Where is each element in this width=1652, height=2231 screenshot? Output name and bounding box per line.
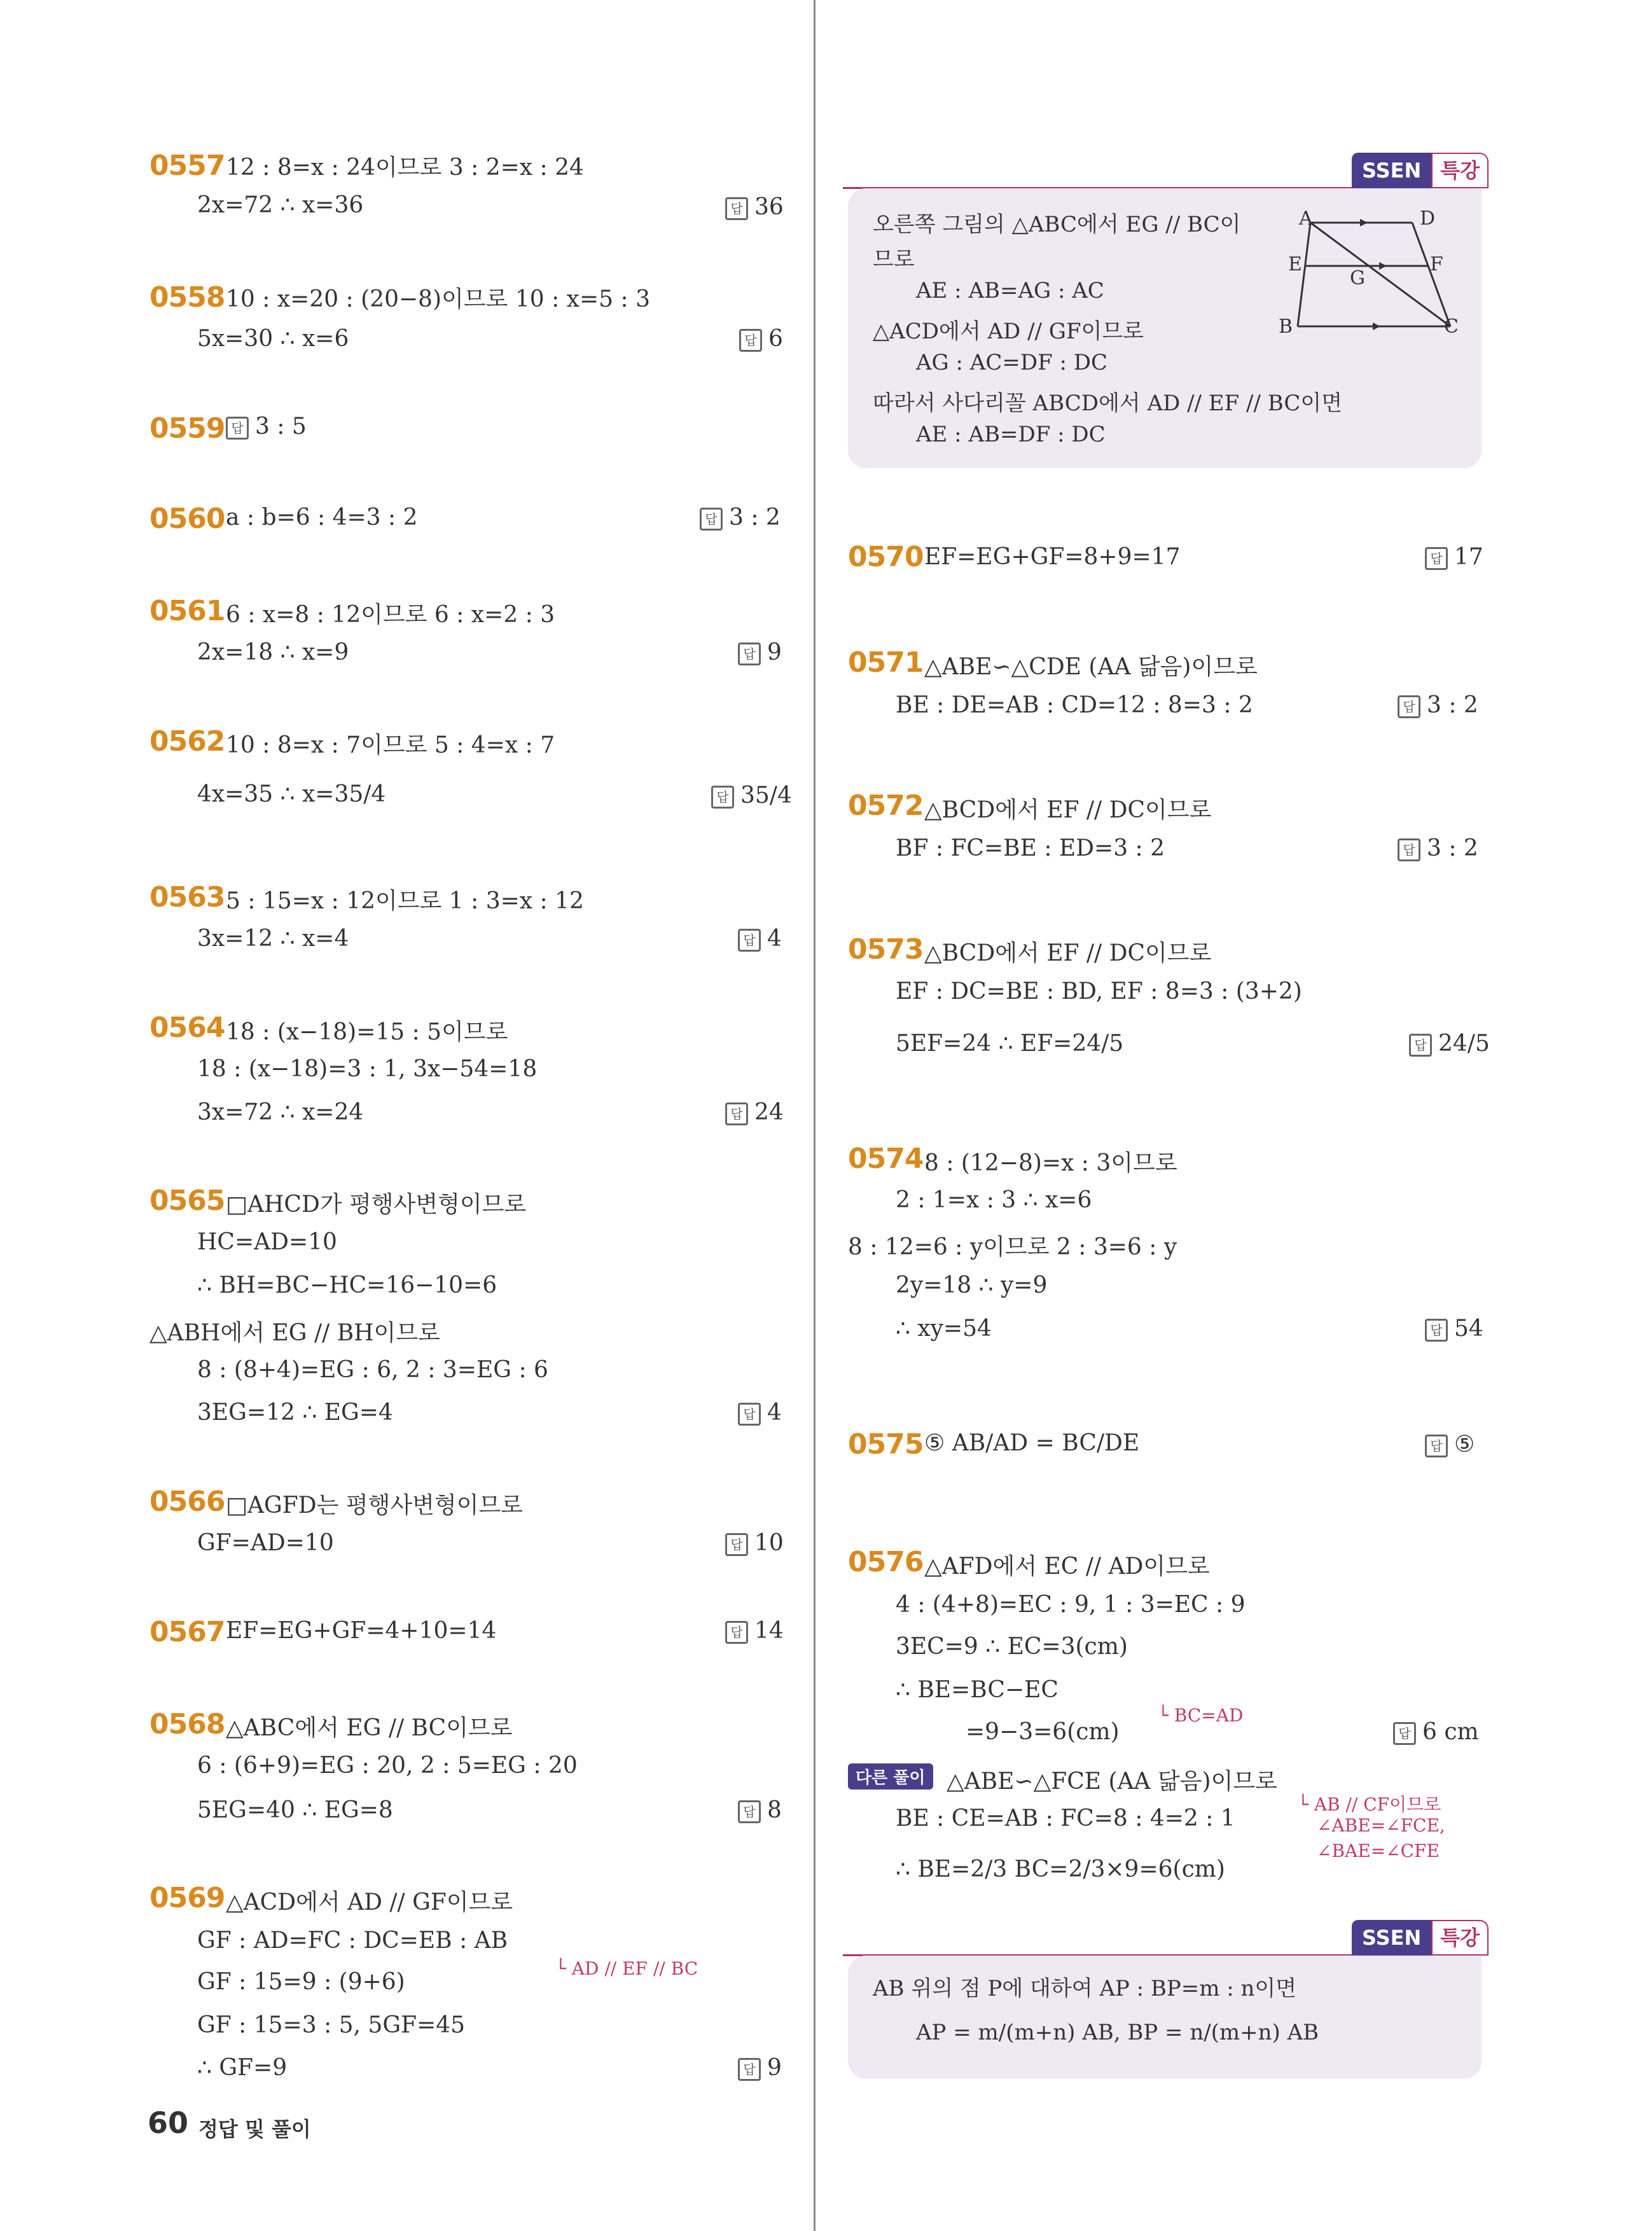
annotation: └ BC=AD <box>1158 1705 1244 1726</box>
problem-number: 0576 <box>848 1546 924 1578</box>
ssen-tag-topic: 특강 <box>1431 153 1489 188</box>
solution-line: EF=EG+GF=8+9=17 <box>924 544 1181 570</box>
answer <box>700 504 781 531</box>
solution-line: 12 : 8=x : 24이므로 3 : 2=x : 24 <box>226 155 584 181</box>
answer-icon: 답 <box>1425 1435 1448 1457</box>
solution-line: =9−3=6(cm) <box>966 1719 1120 1745</box>
alt-annotation: ∠ABE=∠FCE, <box>1317 1815 1445 1836</box>
answer <box>1393 1719 1479 1745</box>
answer-icon: 답 <box>739 329 762 352</box>
answer-value: 10 <box>754 1530 784 1556</box>
answer <box>738 1797 782 1823</box>
answer-value: 24/5 <box>1438 1031 1490 1057</box>
problem-number: 0567 <box>149 1616 225 1648</box>
diagram-label-b: B <box>1279 316 1293 338</box>
solution-line: 3EC=9 ∴ EC=3(cm) <box>896 1634 1128 1660</box>
solution-line: 3EG=12 ∴ EG=4 <box>197 1400 393 1426</box>
ssen-tag-topic-2: 특강 <box>1431 1920 1489 1956</box>
solution-line: △ABE∽△CDE (AA 닮음)이므로 <box>924 654 1258 680</box>
ssen-text-line: 오른쪽 그림의 △ABC에서 EG // BC이 <box>873 212 1241 237</box>
solution-line: 4 : (4+8)=EC : 9, 1 : 3=EC : 9 <box>896 1592 1246 1618</box>
page-number: 60 <box>148 2106 189 2140</box>
solution-line: 2x=18 ∴ x=9 <box>197 639 349 665</box>
ssen-text-line: △ACD에서 AD // GF이므로 <box>873 319 1144 344</box>
ssen-tag-label-2: SSEN <box>1352 1920 1431 1956</box>
answer-icon: 답 <box>738 1800 761 1823</box>
answer <box>1425 544 1483 570</box>
solution-line: ∴ GF=9 <box>197 2055 288 2081</box>
ssen-text-line: AG : AC=DF : DC <box>916 350 1108 375</box>
alt-solution-tag: 다른 풀이 <box>848 1763 933 1790</box>
answer <box>1425 1431 1475 1457</box>
ssen-text-line: AE : AB=AG : AC <box>916 278 1104 303</box>
answer-icon: 답 <box>738 929 761 952</box>
answer-value: ⑤ <box>1454 1431 1475 1457</box>
answer-text: 3 : 5 <box>255 414 307 440</box>
answer-value: 24 <box>754 1099 784 1125</box>
answer-icon: 답 <box>226 417 249 440</box>
solution-line: 5EF=24 ∴ EF=24/5 <box>896 1031 1124 1057</box>
answer-icon: 답 <box>738 2058 761 2081</box>
answer-icon: 답 <box>738 1403 761 1426</box>
ssen-tag-label: SSEN <box>1352 153 1431 188</box>
alt-solution-line: BE : CE=AB : FC=8 : 4=2 : 1 <box>896 1805 1235 1831</box>
answer <box>1398 692 1478 718</box>
answer-icon: 답 <box>1425 1319 1448 1342</box>
alt-annotation: └ AB // CF이므로 <box>1298 1794 1441 1815</box>
solution-line: GF : 15=3 : 5, 5GF=45 <box>197 2012 466 2038</box>
answer-icon: 답 <box>725 197 748 220</box>
answer-value: 6 <box>768 326 783 352</box>
problem-number: 0574 <box>848 1143 924 1175</box>
solution-line: 8 : 12=6 : y이므로 2 : 3=6 : y <box>848 1234 1177 1260</box>
answer-value: 3 : 2 <box>729 504 781 531</box>
solution-line: 3x=72 ∴ x=24 <box>197 1099 364 1125</box>
answer-icon: 답 <box>700 508 723 531</box>
problem-number: 0558 <box>149 281 225 314</box>
answer <box>738 926 782 952</box>
solution-line: 5 : 15=x : 12이므로 1 : 3=x : 12 <box>226 888 584 914</box>
solution-line: EF=EG+GF=4+10=14 <box>226 1618 497 1644</box>
solution-line: 10 : 8=x : 7이므로 5 : 4=x : 7 <box>226 732 555 758</box>
problem-number: 0563 <box>149 881 225 914</box>
problem-number: 0568 <box>149 1708 225 1741</box>
annotation: └ AD // EF // BC <box>555 1958 698 1979</box>
answer-value: 8 <box>767 1797 782 1823</box>
answer <box>738 639 782 665</box>
diagram-label-g: G <box>1350 267 1365 289</box>
problem-number: 0571 <box>848 646 924 679</box>
answer <box>1409 1031 1490 1057</box>
solution-line: △ABH에서 EG // BH이므로 <box>149 1320 440 1346</box>
answer-value: 36 <box>754 194 784 220</box>
answer-value: 6 cm <box>1422 1719 1479 1745</box>
column-divider <box>814 0 816 2231</box>
solution-line: 2y=18 ∴ y=9 <box>896 1272 1048 1298</box>
ssen2-text-line: AB 위의 점 P에 대하여 AP : BP=m : n이면 <box>873 1976 1297 2001</box>
answer <box>725 1618 784 1644</box>
answer-inline <box>226 414 307 440</box>
solution-line: GF : AD=FC : DC=EB : AB <box>197 1928 508 1954</box>
answer <box>738 1400 782 1426</box>
solution-line: 6 : (6+9)=EG : 20, 2 : 5=EG : 20 <box>197 1753 578 1779</box>
solution-line: △AFD에서 EC // AD이므로 <box>924 1553 1210 1580</box>
problem-number: 0572 <box>848 789 924 822</box>
problem-number: 0569 <box>149 1882 225 1914</box>
answer <box>739 326 783 352</box>
solution-line: △ACD에서 AD // GF이므로 <box>226 1889 513 1915</box>
answer-icon: 답 <box>725 1533 748 1556</box>
answer-value: 3 : 2 <box>1427 692 1478 718</box>
solution-line: GF : 15=9 : (9+6) <box>197 1969 405 1995</box>
ssen-text-line: AE : AB=DF : DC <box>916 422 1106 447</box>
diagram-label-e: E <box>1288 253 1302 275</box>
answer-value: 4 <box>767 1400 782 1426</box>
answer-icon: 답 <box>711 786 734 809</box>
solution-line: ∴ xy=54 <box>896 1316 992 1342</box>
ssen-text-line: 따라서 사다리꼴 ABCD에서 AD // EF // BC이면 <box>873 391 1343 416</box>
answer-icon: 답 <box>1409 1034 1432 1057</box>
answer-value: 9 <box>767 2055 782 2081</box>
answer-value: 54 <box>1454 1316 1483 1342</box>
answer-icon: 답 <box>1425 547 1448 570</box>
solution-line: 4x=35 ∴ x=35/4 <box>197 781 386 807</box>
footer-title: 정답 및 풀이 <box>198 2117 311 2141</box>
diagram-label-d: D <box>1420 207 1436 230</box>
problem-number: 0565 <box>149 1185 225 1217</box>
alt-solution-line: ∴ BE=2/3 BC=2/3×9=6(cm) <box>896 1856 1225 1882</box>
solution-line: 3x=12 ∴ x=4 <box>197 926 349 952</box>
answer <box>1425 1316 1483 1342</box>
diagram-label-a: A <box>1299 207 1313 230</box>
problem-number: 0560 <box>149 503 225 535</box>
solution-line: a : b=6 : 4=3 : 2 <box>226 504 418 531</box>
answer-value: 17 <box>1454 544 1483 570</box>
answer-icon: 답 <box>725 1102 748 1125</box>
solution-line: 8 : (12−8)=x : 3이므로 <box>924 1150 1177 1176</box>
solution-line: □AGFD는 평행사변형이므로 <box>226 1492 524 1519</box>
problem-number: 0564 <box>149 1011 225 1044</box>
solution-line: 8 : (8+4)=EG : 6, 2 : 3=EG : 6 <box>197 1357 548 1383</box>
solution-line: △BCD에서 EF // DC이므로 <box>924 797 1212 823</box>
answer-icon: 답 <box>1398 695 1420 718</box>
solution-line: BF : FC=BE : ED=3 : 2 <box>896 835 1165 861</box>
problem-number: 0562 <box>149 725 225 758</box>
answer <box>738 2055 782 2081</box>
problem-number: 0566 <box>149 1485 225 1518</box>
solution-line: 18 : (x−18)=15 : 5이므로 <box>226 1019 508 1045</box>
answer <box>1398 835 1478 861</box>
answer-icon: 답 <box>738 643 761 665</box>
ssen-tag-2 <box>1352 1920 1489 1956</box>
solution-line: EF : DC=BE : BD, EF : 8=3 : (3+2) <box>896 978 1302 1004</box>
solution-line: GF=AD=10 <box>197 1530 334 1556</box>
solution-line: ∴ BH=BC−HC=16−10=6 <box>197 1272 497 1298</box>
answer-icon: 답 <box>1398 838 1420 861</box>
solution-line: BE : DE=AB : CD=12 : 8=3 : 2 <box>896 692 1253 718</box>
alt-solution-line: △ABE∽△FCE (AA 닮음)이므로 <box>947 1769 1277 1795</box>
answer <box>725 1530 784 1556</box>
solution-line: □AHCD가 평행사변형이므로 <box>226 1192 527 1218</box>
alt-annotation: ∠BAE=∠CFE <box>1317 1840 1440 1861</box>
solution-line: 18 : (x−18)=3 : 1, 3x−54=18 <box>197 1056 538 1082</box>
answer-value: 9 <box>767 639 782 665</box>
solution-line: 2x=72 ∴ x=36 <box>197 192 364 218</box>
solution-line: 5EG=40 ∴ EG=8 <box>197 1797 393 1823</box>
problem-number: 0575 <box>848 1428 924 1461</box>
solution-line: 2 : 1=x : 3 ∴ x=6 <box>896 1187 1092 1213</box>
solution-line: 6 : x=8 : 12이므로 6 : x=2 : 3 <box>226 602 555 628</box>
solution-line: △ABC에서 EG // BC이므로 <box>226 1715 513 1741</box>
answer-value: 4 <box>767 926 782 952</box>
answer <box>725 194 784 220</box>
solution-line: 5x=30 ∴ x=6 <box>197 326 349 352</box>
diagram-label-f: F <box>1430 253 1443 275</box>
answer-value: 3 : 2 <box>1427 835 1478 861</box>
answer-value: 14 <box>754 1618 784 1644</box>
ssen-tag <box>1352 153 1489 188</box>
trapezoid-diagram <box>1266 202 1469 349</box>
problem-number: 0573 <box>848 933 924 966</box>
diagram-label-c: C <box>1444 316 1459 338</box>
answer-icon: 답 <box>1393 1722 1416 1745</box>
ssen2-text-line: AP = m/(m+n) AB, BP = n/(m+n) AB <box>916 2020 1319 2045</box>
solution-line: HC=AD=10 <box>197 1229 337 1255</box>
solution-line: △BCD에서 EF // DC이므로 <box>924 940 1212 966</box>
answer-value: 35/4 <box>740 782 792 809</box>
problem-number: 0570 <box>848 541 924 573</box>
answer-icon: 답 <box>725 1621 748 1644</box>
problem-number: 0559 <box>149 412 225 445</box>
ssen-text-line: 므로 <box>873 247 915 272</box>
problem-number: 0561 <box>149 595 225 627</box>
solution-line: ∴ BE=BC−EC <box>896 1677 1059 1703</box>
answer <box>711 782 792 809</box>
solution-line: 10 : x=20 : (20−8)이므로 10 : x=5 : 3 <box>226 286 650 312</box>
answer <box>725 1099 784 1125</box>
problem-number: 0557 <box>149 149 225 182</box>
solution-line: ⑤ AB/AD = BC/DE <box>924 1430 1140 1456</box>
